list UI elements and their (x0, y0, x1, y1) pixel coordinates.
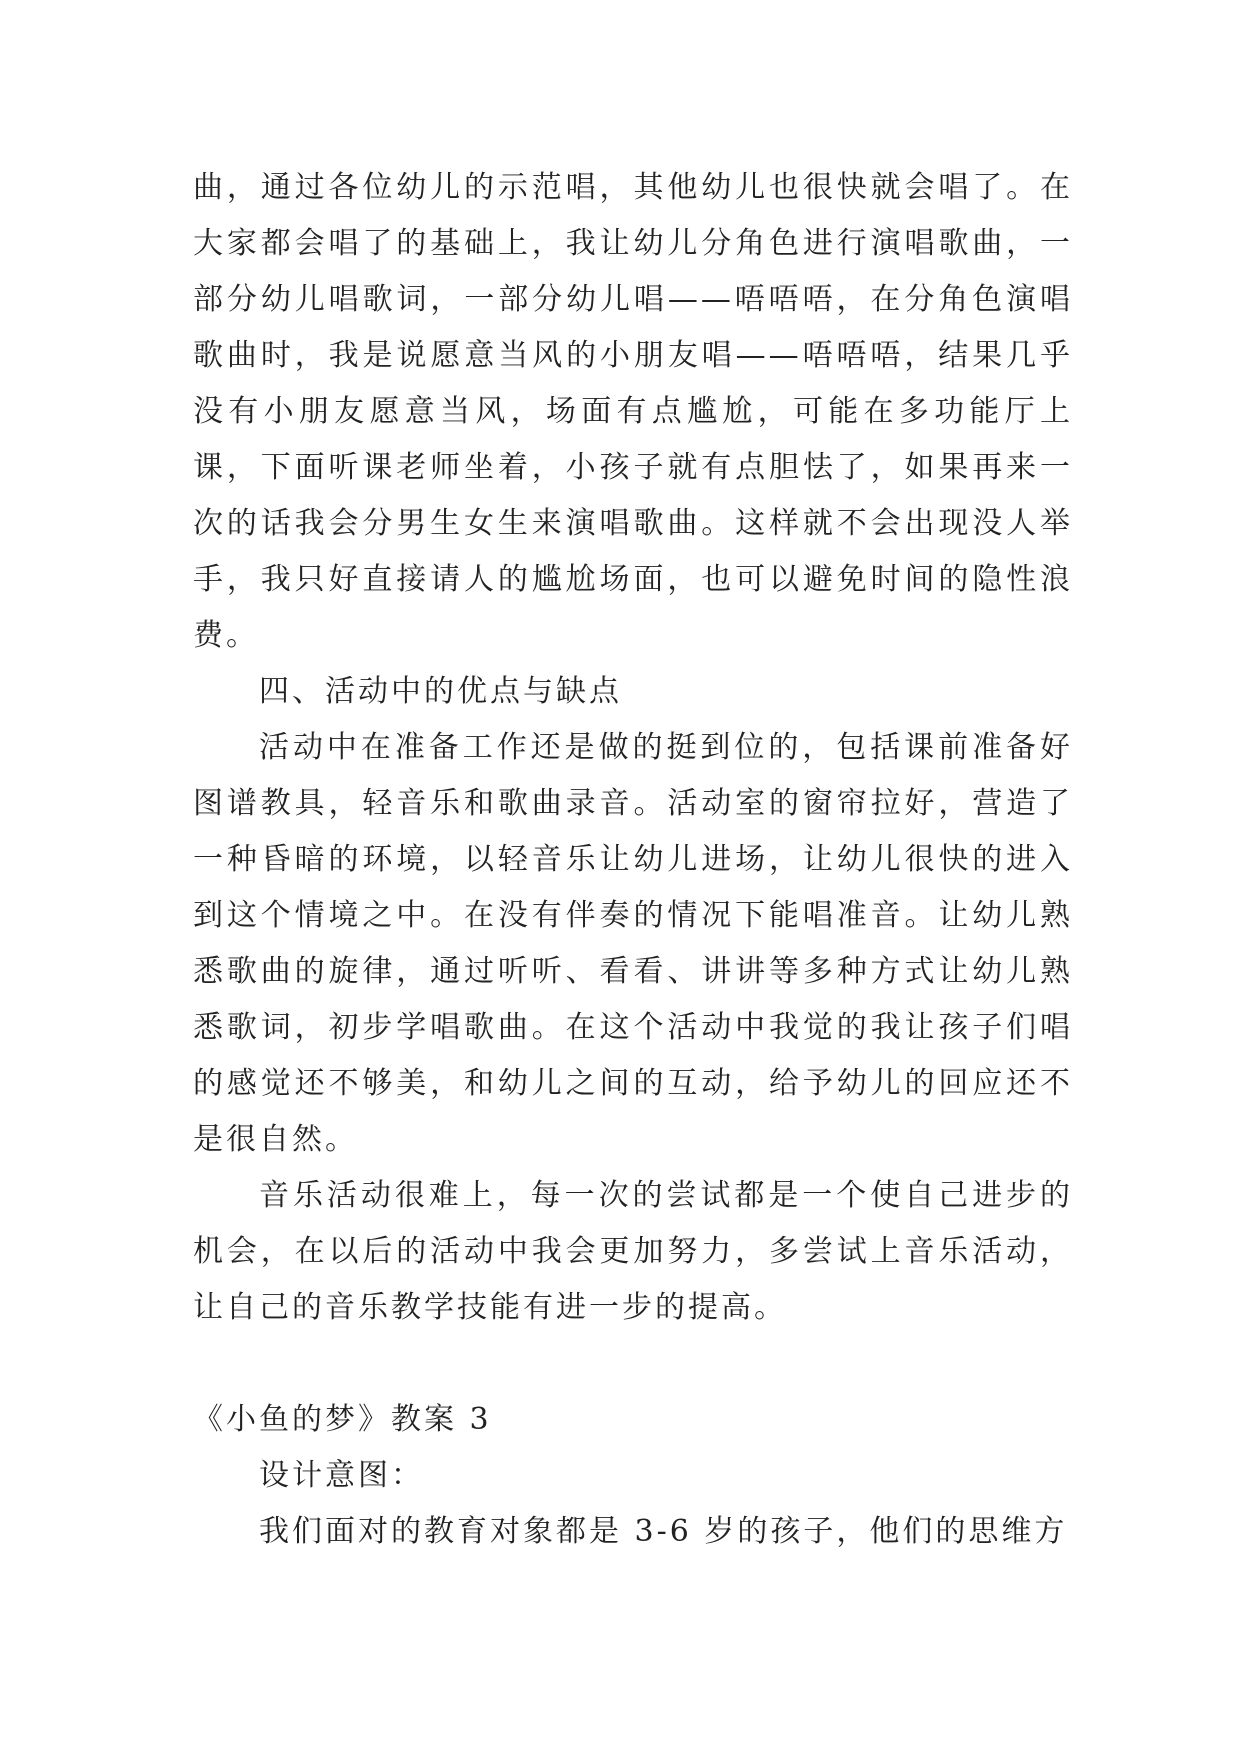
document-body (193, 160, 1073, 1560)
lesson-plan-title: 《小鱼的梦》教案 3 (193, 1402, 492, 1437)
paragraph-conclusion: 音乐活动很难上，每一次的尝试都是一个使自己进步的机会，在以后的活动中我会更加努力，多尝试上音乐活动，让自己的音乐教学技能有进一步的提高。 (193, 1178, 1073, 1325)
section-heading-four: 四、活动中的优点与缺点 (259, 674, 622, 709)
design-intent-heading: 设计意图： (259, 1458, 424, 1493)
paragraph-continuation: 曲，通过各位幼儿的示范唱，其他幼儿也很快就会唱了。在大家都会唱了的基础上，我让幼儿分角色进行演唱歌曲，一部分幼儿唱歌词，一部分幼儿唱——唔唔唔，在分角色演唱歌曲时，我是说愿意当风的小朋友唱——唔唔唔，结果几乎没有小朋友愿意当风，场面有点尴尬，可能在多功能厅上课，下面听课老师坐着，小孩子就有点胆怯了，如果再来一次的话我会分男生女生来演唱歌曲。这样就不会出现没人举手，我只好直接请人的尴尬场面，也可以避免时间的隐性浪费。 (193, 170, 1073, 653)
paragraph-design-intent: 我们面对的教育对象都是 3-6 岁的孩子，他们的思维方 (259, 1514, 1068, 1549)
paragraph-strengths-weaknesses: 活动中在准备工作还是做的挺到位的，包括课前准备好图谱教具，轻音乐和歌曲录音。活动室的窗帘拉好，营造了一种昏暗的环境，以轻音乐让幼儿进场，让幼儿很快的进入到这个情境之中。在没有伴奏的情况下能唱准音。让幼儿熟悉歌曲的旋律，通过听听、看看、讲讲等多种方式让幼儿熟悉歌词，初步学唱歌曲。在这个活动中我觉的我让孩子们唱的感觉还不够美，和幼儿之间的互动，给予幼儿的回应还不是很自然。 (193, 730, 1073, 1157)
